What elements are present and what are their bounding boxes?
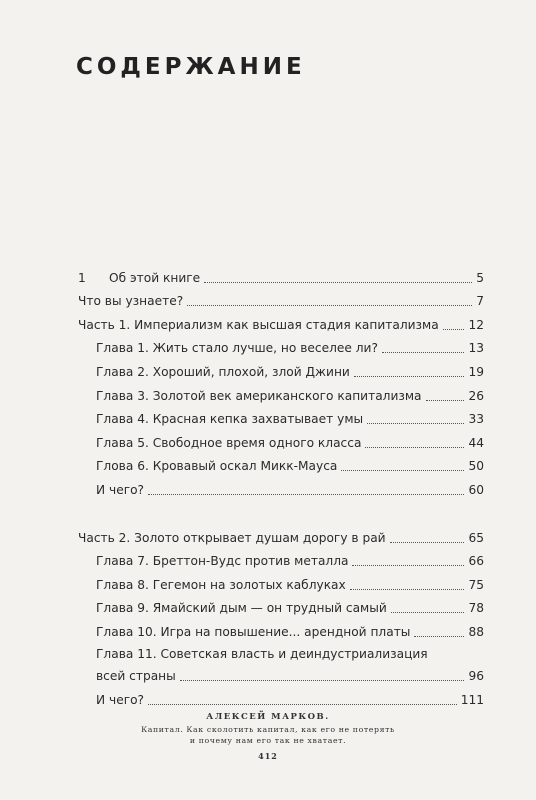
toc-entry-label-line1: Глава 11. Советская власть и деиндустриализация [96,646,428,661]
toc-entry-label: Глава 3. Золотой век американского капитализма [96,388,422,403]
toc-leader-dots [367,422,464,424]
toc-entry [78,522,484,546]
toc-entry [78,380,484,404]
toc-entry [78,333,484,357]
toc-entry-page: 66 [468,554,484,569]
toc-entry-label: Глава 4. Красная кепка захватывает умы [96,412,364,427]
toc-entry-label: И чего? [96,482,145,497]
toc-entry-label: Часть 2. Золото открывает душам дорогу в рай [78,530,386,545]
toc-leader-dots [148,703,457,705]
toc-entry [78,593,484,617]
toc-entry [78,616,484,640]
toc-leader-dots [414,635,464,637]
toc-entry-label: Глава 9. Ямайский дым — он трудный самый [96,601,387,616]
toc-entry [78,451,484,475]
toc-entry-label: Глава 7. Бреттон-Вудс против металла [96,554,349,569]
toc-entry-label: И чего? [96,692,145,707]
toc-entry-label: Глова 6. Кровавый оскал Микк-Мауса [96,459,338,474]
toc-entry-page: 75 [468,577,484,592]
toc-entry [78,309,484,333]
toc-leader-dots [382,351,465,353]
toc-entry-page: 12 [468,317,484,332]
toc-entry-label: Часть 1. Империализм как высшая стадия капитализма [78,317,439,332]
toc-leader-dots [391,611,465,613]
footer-book-title-line1: Капитал. Как сколотить капитал, как его не потерять [141,725,395,734]
toc-entry-label: Глава 8. Гегемон на золотых каблуках [96,577,346,592]
table-of-contents [78,262,484,708]
toc-entry-page: 33 [468,412,484,427]
toc-leader-dots [148,493,464,495]
toc-leader-dots [443,328,465,330]
toc-leader-dots [180,679,465,681]
page-heading: СОДЕРЖАНИЕ [76,54,306,80]
toc-entry [78,262,484,286]
toc-entry-label: Глава 10. Игра на повышение... арендной платы [96,624,411,639]
section-gap [78,498,484,522]
footer-book-title-line2: и почему нам его так не хватает. [189,736,347,745]
toc-leader-dots [365,446,464,448]
toc-leader-dots [341,469,464,471]
toc-entry-label-line2: всей страны [96,668,176,683]
toc-entry [78,356,484,380]
toc-entry-label: Глава 5. Свободное время одного класса [96,435,362,450]
toc-entry [78,684,484,708]
toc-entry [78,569,484,593]
toc-entry-label: Глава 2. Хороший, плохой, злой Джини [96,364,350,379]
toc-entry-page: 26 [468,388,484,403]
toc-entry-page: 7 [476,294,484,309]
toc-entry [78,286,484,310]
toc-leader-dots [350,588,465,590]
footer-author: АЛЕКСЕЙ МАРКОВ. [206,712,330,722]
toc-entry [78,474,484,498]
toc-leader-dots [187,304,472,306]
toc-entry [78,404,484,428]
toc-entry-page: 19 [468,364,484,379]
toc-leader-dots [426,399,465,401]
page-number: 412 [258,751,278,761]
toc-entry-page: 44 [468,435,484,450]
toc-entry [78,546,484,570]
toc-entry-line2 [96,665,484,684]
toc-entry-page: 88 [468,624,484,639]
toc-entry-page: 78 [468,601,484,616]
toc-entry-page: 60 [468,482,484,497]
toc-entry-page: 111 [460,692,484,707]
toc-entry-label: Что вы узнаете? [78,294,184,309]
toc-leader-dots [352,564,464,566]
toc-entry-page: 50 [468,459,484,474]
toc-entry-page: 96 [468,668,484,683]
toc-entry-page: 65 [468,530,484,545]
toc-entry-page: 5 [476,270,484,285]
toc-leader-dots [354,375,465,377]
toc-entry-multiline [78,647,484,684]
toc-leader-dots [204,281,472,283]
toc-leader-dots [390,541,465,543]
toc-entry-label: 1 Об этой книге [78,270,201,285]
toc-entry-label: Глава 1. Жить стало лучше, но веселее ли? [96,341,378,356]
toc-entry [78,427,484,451]
toc-entry-page: 13 [468,341,484,356]
